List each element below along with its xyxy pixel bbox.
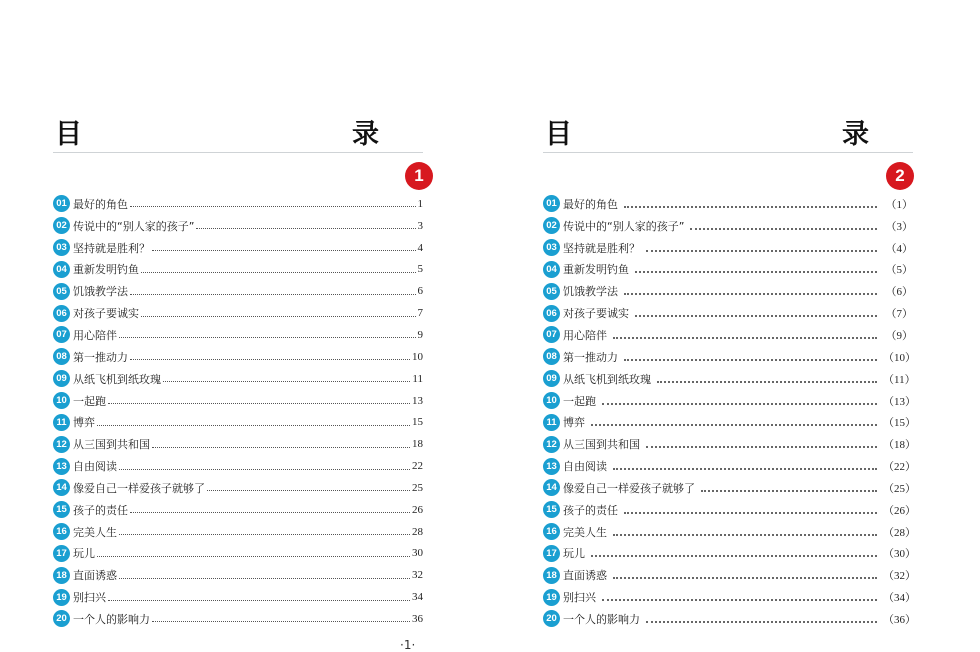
entry-number-badge: 15 (543, 501, 560, 518)
entry-title: 直面诱惑 (563, 569, 607, 583)
entry-number-badge: 13 (53, 458, 70, 475)
entry-number-badge: 19 (53, 589, 70, 606)
entry-page-number: （5） (885, 264, 913, 277)
entry-title: 博弈 (73, 416, 95, 430)
dot-leader (152, 250, 416, 251)
entry-title: 一起跑 (73, 394, 106, 408)
entry-number-badge: 20 (53, 610, 70, 627)
dot-leader (657, 381, 877, 383)
dot-leader (119, 578, 410, 579)
toc-entry[interactable] (543, 302, 913, 324)
entry-number-badge: 18 (543, 567, 560, 584)
entry-number-badge: 04 (53, 261, 70, 278)
dot-leader (635, 315, 877, 317)
dot-leader (119, 469, 410, 470)
entry-number-badge: 14 (53, 479, 70, 496)
entry-number-badge: 16 (543, 523, 560, 540)
toc-entry[interactable] (543, 237, 913, 259)
toc-entry[interactable] (543, 455, 916, 477)
entry-title: 最好的角色 (563, 197, 618, 211)
entry-page-number: 9 (417, 328, 423, 341)
entry-title: 饥饿教学法 (563, 285, 618, 299)
toc-entry[interactable] (53, 280, 423, 302)
toc-heading: 目 录 (55, 119, 451, 150)
entry-title: 像爱自己一样爱孩子就够了 (73, 481, 205, 495)
toc-entry[interactable] (543, 543, 916, 565)
toc-entry[interactable] (543, 477, 916, 499)
toc-entry[interactable] (543, 193, 913, 215)
entry-title: 自由阅读 (73, 460, 117, 474)
toc-heading: 目 录 (545, 119, 941, 150)
entry-title: 一个人的影响力 (563, 612, 640, 626)
entry-number-badge: 15 (53, 501, 70, 518)
entry-page-number: （36） (883, 613, 916, 626)
entry-number-badge: 05 (543, 283, 560, 300)
entry-page-number: （1） (885, 198, 913, 211)
entry-page-number: 26 (412, 503, 423, 516)
toc-entry[interactable] (53, 368, 423, 390)
dot-leader (108, 403, 410, 404)
dot-leader (108, 600, 410, 601)
entry-number-badge: 03 (543, 239, 560, 256)
entry-number-badge: 17 (543, 545, 560, 562)
entry-page-number: （11） (883, 373, 916, 386)
dot-leader (141, 316, 416, 317)
toc-entry[interactable] (53, 390, 423, 412)
entry-number-badge: 08 (53, 348, 70, 365)
entry-page-number: （32） (883, 570, 916, 583)
entry-page-number: 3 (417, 219, 423, 232)
entry-page-number: 36 (412, 612, 423, 625)
dot-leader (690, 228, 877, 230)
entry-title: 完美人生 (563, 525, 607, 539)
entry-number-badge: 11 (543, 414, 560, 431)
toc-entry[interactable] (53, 477, 423, 499)
toc-entry[interactable] (53, 259, 423, 281)
entry-page-number: （4） (885, 242, 913, 255)
entry-title: 像爱自己一样爱孩子就够了 (563, 481, 695, 495)
entry-number-badge: 09 (53, 370, 70, 387)
dot-leader (624, 293, 877, 295)
dot-leader (119, 534, 410, 535)
toc-entry[interactable] (543, 521, 916, 543)
entry-page-number: （7） (885, 308, 913, 321)
toc-entry[interactable] (53, 433, 423, 455)
entry-page-number: 28 (412, 525, 423, 538)
dot-leader (163, 381, 410, 382)
toc-entry[interactable] (543, 390, 916, 412)
heading-divider (53, 152, 423, 153)
toc-entry[interactable] (53, 455, 423, 477)
toc-entry[interactable] (53, 521, 423, 543)
dot-leader (646, 621, 877, 623)
entry-page-number: （34） (883, 592, 916, 605)
entry-page-number: （18） (883, 439, 916, 452)
toc-list (543, 193, 916, 630)
dot-leader (97, 425, 410, 426)
entry-title: 自由阅读 (563, 460, 607, 474)
entry-title: 传说中的“别人家的孩子” (563, 219, 685, 233)
entry-page-number: 7 (417, 307, 423, 320)
entry-page-number: 25 (412, 481, 423, 494)
entry-title: 用心陪伴 (563, 328, 607, 342)
entry-number-badge: 07 (543, 326, 560, 343)
entry-number-badge: 08 (543, 348, 560, 365)
entry-title: 完美人生 (73, 525, 117, 539)
entry-title: 从三国到共和国 (563, 438, 640, 452)
dot-leader (97, 556, 410, 557)
entry-title: 传说中的“别人家的孩子” (73, 219, 195, 233)
dot-leader (646, 250, 877, 252)
dot-leader (591, 555, 877, 557)
dot-leader (624, 206, 877, 208)
dot-leader (130, 359, 410, 360)
entry-number-badge: 06 (543, 305, 560, 322)
toc-entry[interactable] (543, 499, 916, 521)
entry-title: 第一推动力 (73, 350, 128, 364)
entry-title: 重新发明钓鱼 (563, 263, 629, 277)
entry-number-badge: 14 (543, 479, 560, 496)
entry-number-badge: 02 (53, 217, 70, 234)
dot-leader (207, 490, 410, 491)
entry-page-number: 34 (412, 591, 423, 604)
entry-title: 玩儿 (73, 547, 95, 561)
toc-entry[interactable] (543, 411, 916, 433)
entry-number-badge: 20 (543, 610, 560, 627)
toc-entry[interactable] (543, 564, 916, 586)
entry-title: 博弈 (563, 416, 585, 430)
entry-page-number: 22 (412, 460, 423, 473)
entry-number-badge: 05 (53, 283, 70, 300)
toc-entry[interactable] (53, 324, 423, 346)
toc-entry[interactable] (543, 586, 916, 608)
toc-entry[interactable] (53, 411, 423, 433)
entry-number-badge: 16 (53, 523, 70, 540)
toc-entry[interactable] (543, 608, 916, 630)
dot-leader (152, 621, 410, 622)
dot-leader (602, 403, 877, 405)
dot-leader (613, 337, 877, 339)
entry-title: 第一推动力 (563, 350, 618, 364)
entry-page-number: （22） (883, 461, 916, 474)
entry-number-badge: 09 (543, 370, 560, 387)
entry-title: 从纸飞机到纸玫瑰 (563, 372, 651, 386)
entry-number-badge: 11 (53, 414, 70, 431)
toc-entry[interactable] (53, 193, 423, 215)
entry-number-badge: 01 (53, 195, 70, 212)
entry-title: 坚持就是胜利？ (73, 241, 150, 255)
entry-title: 坚持就是胜利？ (563, 241, 640, 255)
entry-page-number: 4 (417, 241, 423, 254)
toc-list (53, 193, 423, 630)
entry-title: 用心陪伴 (73, 328, 117, 342)
entry-page-number: （25） (883, 482, 916, 495)
toc-entry[interactable] (543, 215, 913, 237)
entry-page-number: （3） (885, 220, 913, 233)
version-badge: 2 (886, 162, 914, 190)
dot-leader (130, 294, 416, 295)
entry-title: 玩儿 (563, 547, 585, 561)
entry-page-number: 15 (412, 416, 423, 429)
entry-number-badge: 03 (53, 239, 70, 256)
entry-page-number: （13） (883, 395, 916, 408)
entry-page-number: （15） (883, 417, 916, 430)
entry-page-number: （30） (883, 548, 916, 561)
toc-entry[interactable] (543, 259, 913, 281)
toc-entry[interactable] (53, 302, 423, 324)
toc-entry[interactable] (53, 215, 423, 237)
page-footer-number: ·1· (400, 638, 416, 652)
toc-entry[interactable] (543, 346, 916, 368)
dot-leader (196, 228, 415, 229)
entry-title: 重新发明钓鱼 (73, 263, 139, 277)
entry-number-badge: 18 (53, 567, 70, 584)
dot-leader (613, 577, 877, 579)
entry-page-number: （6） (885, 286, 913, 299)
entry-number-badge: 19 (543, 589, 560, 606)
entry-number-badge: 10 (543, 392, 560, 409)
dot-leader (130, 512, 410, 513)
toc-entry[interactable] (543, 280, 913, 302)
entry-number-badge: 02 (543, 217, 560, 234)
toc-entry[interactable] (53, 346, 423, 368)
entry-title: 饥饿教学法 (73, 285, 128, 299)
entry-page-number: （26） (883, 504, 916, 517)
entry-page-number: （28） (883, 526, 916, 539)
dot-leader (635, 271, 877, 273)
version-badge: 1 (405, 162, 433, 190)
dot-leader (119, 337, 416, 338)
entry-page-number: 18 (412, 438, 423, 451)
dot-leader (130, 206, 416, 207)
entry-title: 对孩子要诚实 (563, 307, 629, 321)
toc-entry[interactable] (53, 564, 423, 586)
entry-number-badge: 10 (53, 392, 70, 409)
entry-title: 孩子的责任 (73, 503, 128, 517)
toc-entry[interactable] (543, 433, 916, 455)
toc-entry[interactable] (543, 368, 916, 390)
entry-number-badge: 01 (543, 195, 560, 212)
toc-page-right (490, 0, 980, 652)
entry-title: 直面诱惑 (73, 569, 117, 583)
dot-leader (613, 534, 877, 536)
dot-leader (624, 359, 877, 361)
entry-page-number: 1 (417, 197, 423, 210)
entry-title: 最好的角色 (73, 197, 128, 211)
toc-entry[interactable] (53, 543, 423, 565)
dot-leader (646, 446, 877, 448)
dot-leader (613, 468, 877, 470)
toc-entry[interactable] (53, 586, 423, 608)
entry-title: 别扫兴 (563, 591, 596, 605)
dot-leader (141, 272, 416, 273)
entry-page-number: 5 (417, 263, 423, 276)
entry-page-number: 10 (412, 350, 423, 363)
dot-leader (602, 599, 877, 601)
entry-title: 一起跑 (563, 394, 596, 408)
entry-title: 别扫兴 (73, 591, 106, 605)
entry-title: 从三国到共和国 (73, 438, 150, 452)
entry-page-number: 13 (412, 394, 423, 407)
entry-title: 对孩子要诚实 (73, 307, 139, 321)
entry-page-number: （9） (885, 329, 913, 342)
dot-leader (624, 512, 877, 514)
toc-entry[interactable] (53, 499, 423, 521)
toc-entry[interactable] (53, 237, 423, 259)
entry-title: 从纸飞机到纸玫瑰 (73, 372, 161, 386)
entry-number-badge: 12 (543, 436, 560, 453)
entry-page-number: 30 (412, 547, 423, 560)
entry-number-badge: 04 (543, 261, 560, 278)
entry-page-number: 6 (417, 285, 423, 298)
entry-number-badge: 06 (53, 305, 70, 322)
entry-title: 孩子的责任 (563, 503, 618, 517)
toc-entry[interactable] (543, 324, 913, 346)
entry-title: 一个人的影响力 (73, 612, 150, 626)
heading-divider (543, 152, 913, 153)
entry-page-number: 11 (412, 372, 423, 385)
entry-number-badge: 07 (53, 326, 70, 343)
dot-leader (701, 490, 877, 492)
entry-page-number: 32 (412, 569, 423, 582)
dot-leader (591, 424, 877, 426)
entry-page-number: （10） (883, 351, 916, 364)
entry-number-badge: 17 (53, 545, 70, 562)
entry-number-badge: 13 (543, 458, 560, 475)
entry-number-badge: 12 (53, 436, 70, 453)
dot-leader (152, 447, 410, 448)
toc-entry[interactable] (53, 608, 423, 630)
